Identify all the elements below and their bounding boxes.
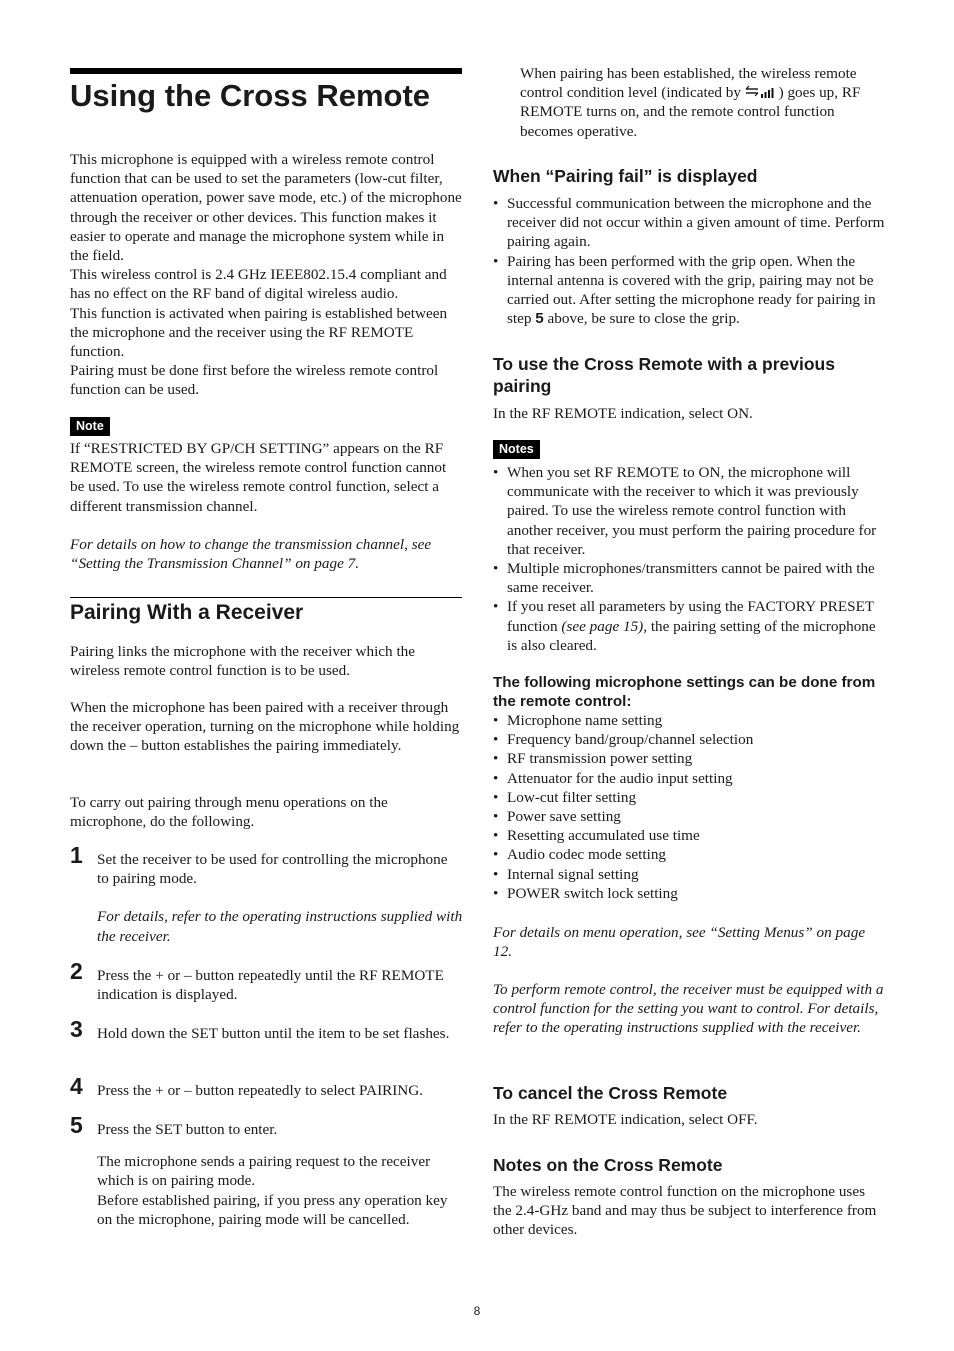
note-badge: Note	[70, 417, 110, 436]
step-number: 1	[70, 842, 83, 868]
list-item: • When you set RF REMOTE to ON, the microphone will communicate with the receiver to which it was previously paired. To use the wireless remote control function with another receiver, you must perform the pairing procedure for that receiver.	[493, 463, 885, 559]
step-3	[97, 1024, 463, 1043]
list-item: • Attenuator for the audio input setting	[493, 769, 885, 788]
list-item: • RF transmission power setting	[493, 749, 885, 768]
list-item: • Internal signal setting	[493, 865, 885, 884]
notes-list	[493, 463, 885, 655]
list-item: • POWER switch lock setting	[493, 884, 885, 903]
menu-reference-block	[493, 923, 885, 961]
list-item: • Low-cut filter setting	[493, 788, 885, 807]
list-item: • Pairing has been performed with the grip open. When the internal antenna is covered with the grip, pairing may not be carried out. After setting the microphone ready for pairing in step 5 above, be sure to close the grip.	[493, 252, 885, 329]
antenna-signal-icon	[745, 85, 775, 99]
note-block	[70, 439, 462, 573]
step-1	[97, 850, 463, 946]
cancel-heading: To cancel the Cross Remote	[493, 1083, 728, 1103]
menu-reference: For details on menu operation, see “Setting Menus” on page 12.	[493, 924, 866, 961]
settings-heading: The following microphone settings can be done from the remote control:	[493, 674, 876, 710]
step-detail: The microphone sends a pairing request to the receiver which is on pairing mode.	[97, 1153, 431, 1190]
cancel-text: In the RF REMOTE indication, select OFF.	[493, 1111, 758, 1128]
pairing-paragraph-block	[70, 793, 462, 831]
previous-pairing-text: In the RF REMOTE indication, select ON.	[493, 405, 753, 422]
step-text: Press the SET button to enter.	[97, 1121, 278, 1138]
pairing-intro	[70, 642, 462, 680]
intro-paragraph: This microphone is equipped with a wireless remote control function that can be used to set the parameters (low-cut filter, attenuation operation, power save mode, etc.) of the microphone through the receiver or other devices. This function makes it easier to operate and manage the microphone system while in the field.	[70, 151, 462, 265]
list-item: • Multiple microphones/transmitters cannot be paired with the same receiver.	[493, 559, 885, 597]
list-item: • Microphone name setting	[493, 711, 885, 730]
step-text: Hold down the SET button until the item to be set flashes.	[97, 1025, 450, 1042]
intro-paragraph: This function is activated when pairing is established between the microphone and the receiver using the RF REMOTE function.	[70, 304, 448, 361]
page-title: Using the Cross Remote	[70, 78, 431, 113]
step-text: Set the receiver to be used for controlling the microphone to pairing mode.	[97, 851, 448, 888]
intro-paragraph: This wireless control is 2.4 GHz IEEE802.15.4 compliant and has no effect on the RF band of digital wireless audio.	[70, 266, 447, 303]
pairing-paragraph: To carry out pairing through menu operations on the microphone, do the following.	[70, 794, 388, 831]
list-item: • Frequency band/group/channel selection	[493, 730, 885, 749]
section-divider	[70, 597, 462, 598]
note-text: If “RESTRICTED BY GP/CH SETTING” appears on the RF REMOTE screen, the wireless remote control function cannot be used. To use the wireless remote control function, select a different transmission channel.	[70, 440, 447, 515]
step-number: 3	[70, 1016, 83, 1042]
list-item: • Successful communication between the microphone and the receiver did not occur within a given amount of time. Perform pairing again.	[493, 194, 885, 252]
pairing-fail-list	[493, 194, 885, 328]
step-number: 2	[70, 958, 83, 984]
intro-block	[70, 150, 462, 400]
step-2	[97, 966, 463, 1004]
pairing-heading: Pairing With a Receiver	[70, 601, 304, 624]
notes-cross-block	[493, 1182, 885, 1240]
list-item: • If you reset all parameters by using the FACTORY PRESET function (see page 15), the pairing setting of the microphone is also cleared.	[493, 597, 885, 655]
title-top-bar	[70, 68, 462, 74]
settings-list	[493, 711, 885, 903]
pairing-established-text: When pairing has been established, the wireless remote control condition level (indicated by ) goes up, RF REMOTE turns on, and the remote control function becomes operative.	[520, 65, 861, 140]
step-4	[97, 1081, 463, 1100]
pairing-paragraph-block	[70, 698, 462, 756]
notes-badge: Notes	[493, 440, 540, 459]
previous-pairing-heading: To use the Cross Remote with a previous pairing	[493, 354, 835, 396]
step-note: For details, refer to the operating instructions supplied with the receiver.	[97, 908, 463, 945]
step-number: 4	[70, 1073, 83, 1099]
intro-paragraph: Pairing must be done first before the wireless remote control function can be used.	[70, 362, 439, 399]
cancel-block	[493, 1110, 885, 1129]
step-detail: Before established pairing, if you press any operation key on the microphone, pairing mode will be cancelled.	[97, 1191, 448, 1228]
list-item: • Resetting accumulated use time	[493, 826, 885, 845]
step-number: 5	[70, 1112, 83, 1138]
remote-reference: To perform remote control, the receiver must be equipped with a control function for the setting you want to control. For details, refer to the operating instructions supplied with the receiver.	[493, 981, 884, 1037]
pairing-fail-heading: When “Pairing fail” is displayed	[493, 166, 758, 186]
pairing-paragraph: Pairing links the microphone with the receiver which the wireless remote control function is to be used.	[70, 643, 415, 680]
page-number: 8	[473, 1304, 481, 1318]
notes-cross-heading: Notes on the Cross Remote	[493, 1155, 723, 1175]
remote-reference-block	[493, 980, 885, 1038]
previous-pairing-block	[493, 404, 885, 423]
step-5	[97, 1120, 463, 1229]
list-item: • Power save setting	[493, 807, 885, 826]
note-reference: For details on how to change the transmission channel, see “Setting the Transmission Channel” on page 7.	[70, 535, 432, 573]
notes-cross-text: The wireless remote control function on the microphone uses the 2.4-GHz band and may thus be subject to interference from other devices.	[493, 1183, 877, 1239]
step-text: Press the + or – button repeatedly to select PAIRING.	[97, 1082, 424, 1099]
step-text: Press the + or – button repeatedly until the RF REMOTE indication is displayed.	[97, 967, 444, 1004]
list-item: • Audio codec mode setting	[493, 845, 885, 864]
pairing-paragraph: When the microphone has been paired with a receiver through the receiver operation, turning on the microphone while holding down the – button establishes the pairing immediately.	[70, 699, 460, 755]
